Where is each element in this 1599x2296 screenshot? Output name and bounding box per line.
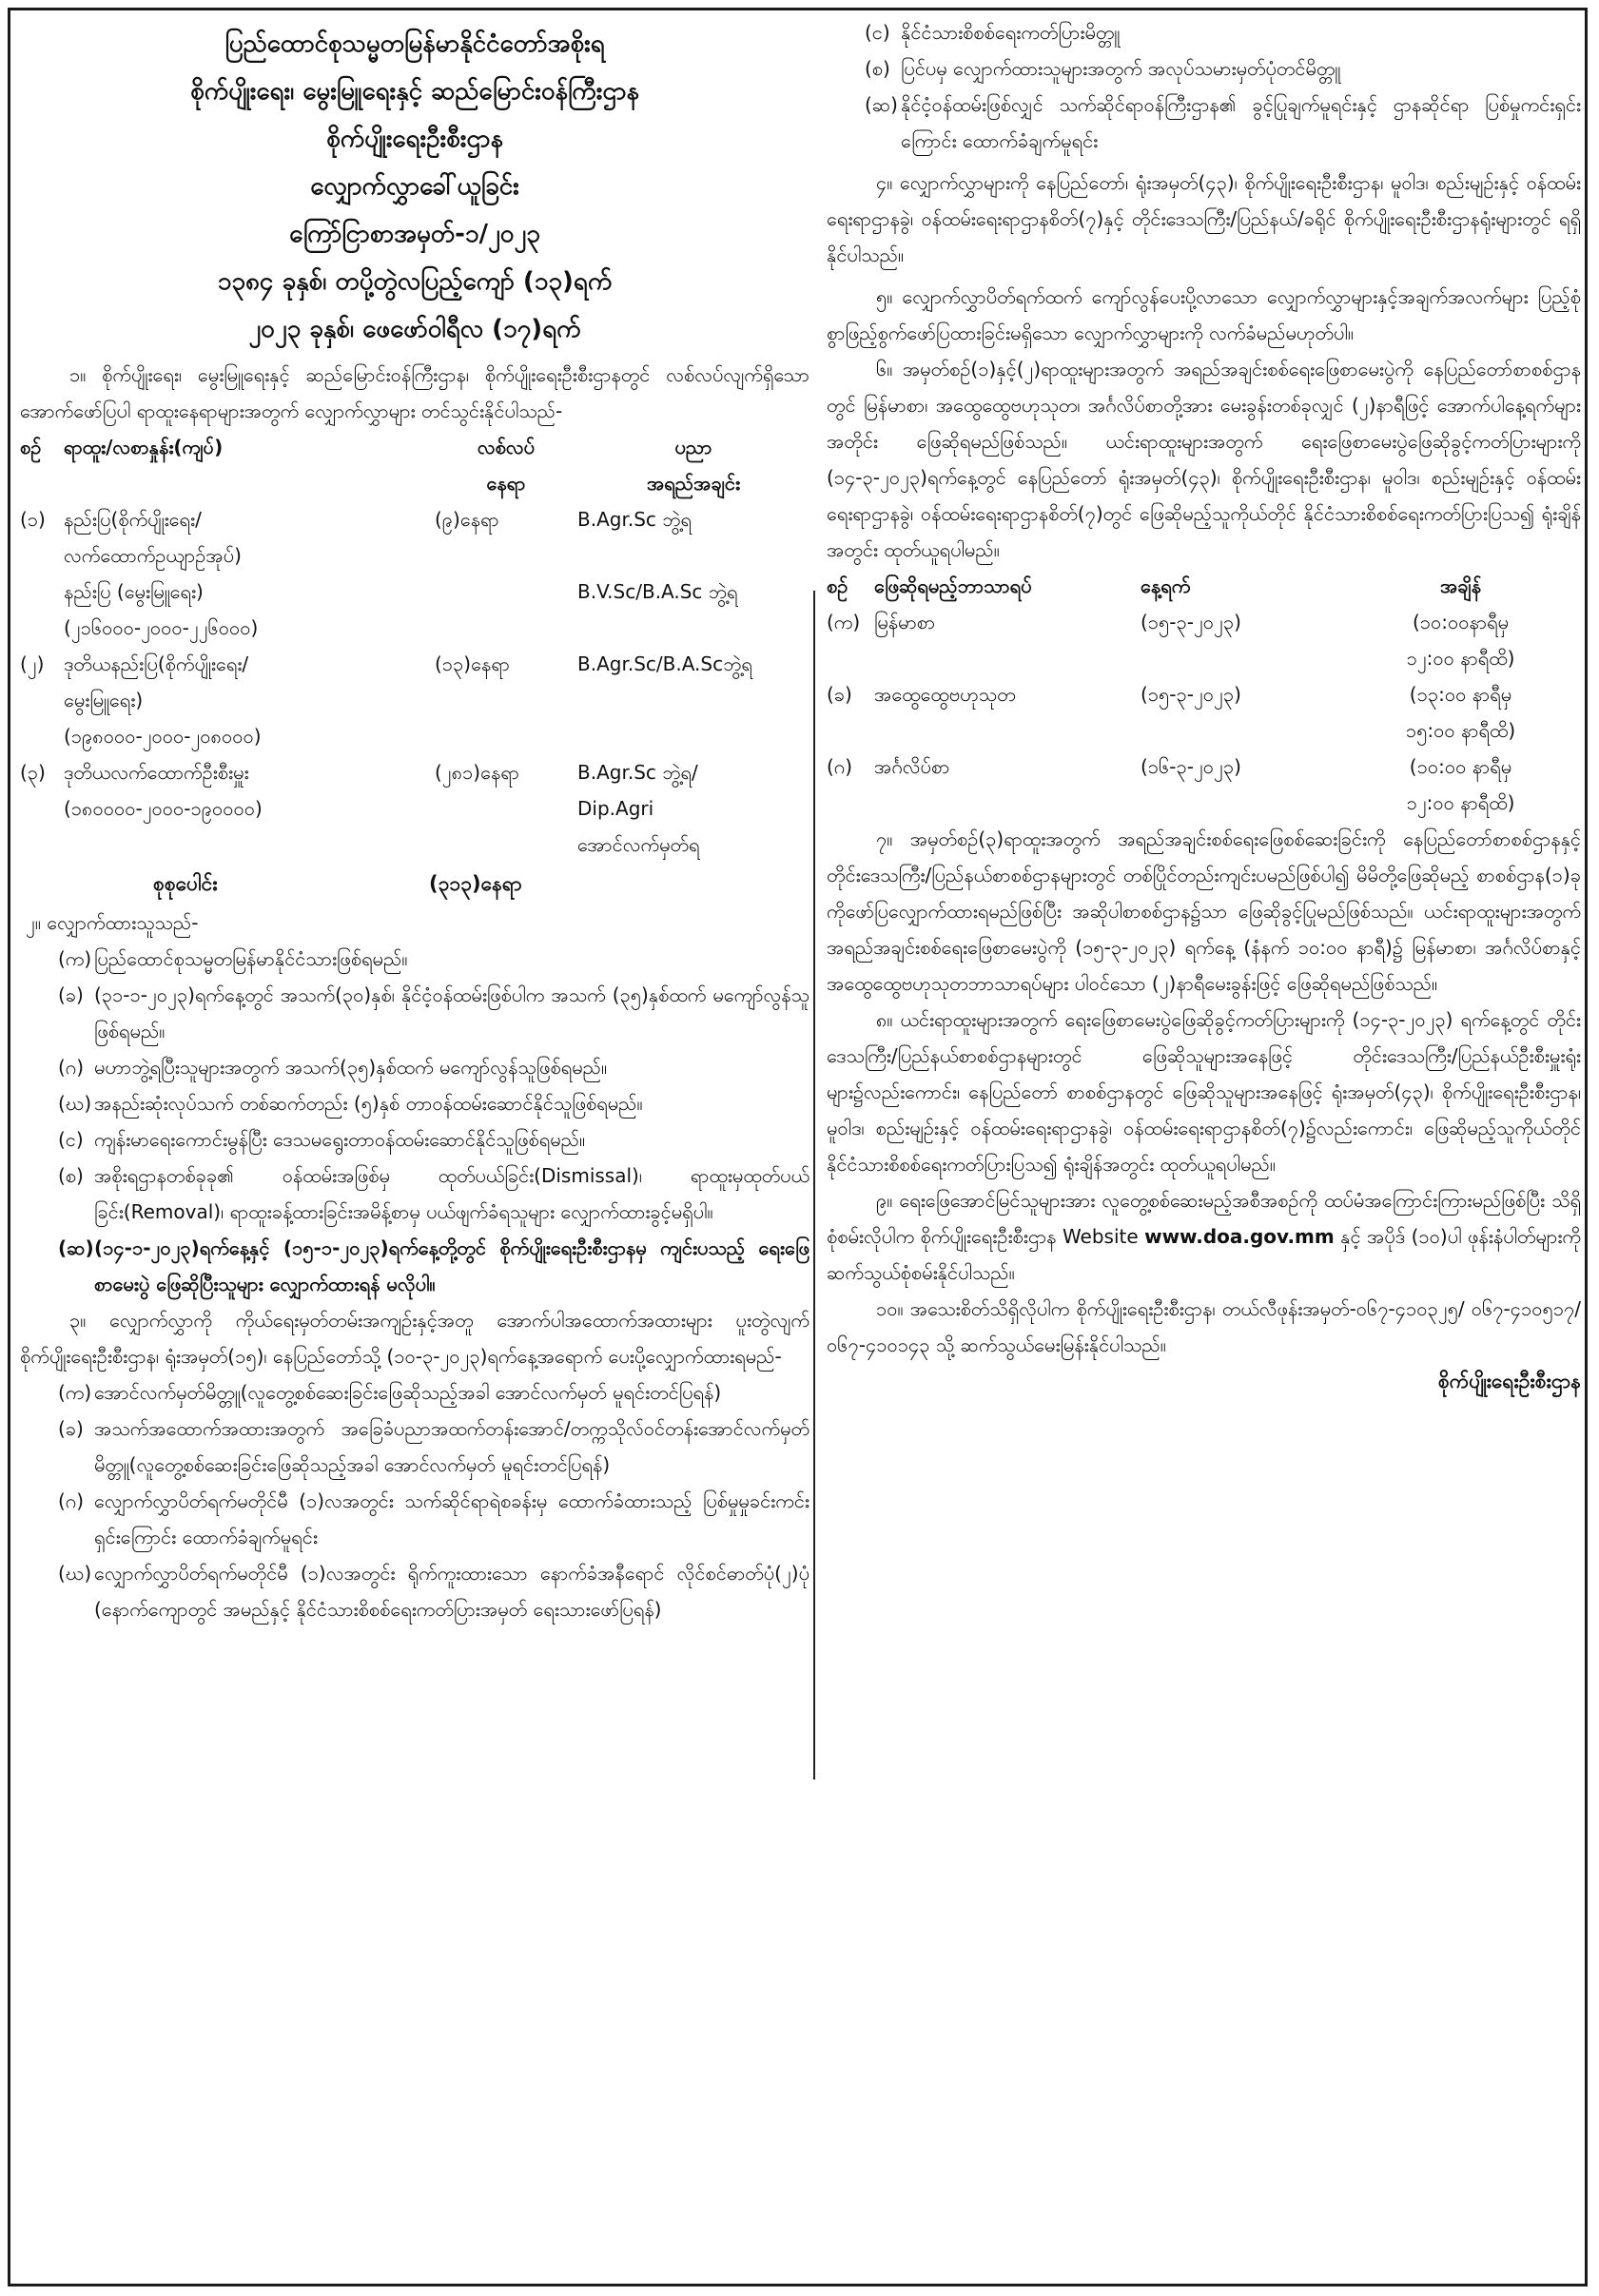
paragraph-4: ၄။ လျှောက်လွှာများကို နေပြည်တော်၊ ရုံးအမှတ်(၄၃)၊ စိုက်ပျိုးရေးဦးစီးဌာန၊ မူဝါဒ၊ စည်းမျဉ်းနှင့် ဝန်ထမ်းရေးရာဌာနခွဲ၊ ဝန်ထမ်းရေးရာဌာနစိတ်(၇)နှင့် တိုင်းဒေသကြီး/ပြည်နယ်/ခရိုင် စိုက်ပျိုးရေးဦးစီးဌာနရုံးများတွင် ရရှိနိုင်ပါသည်။	[827, 171, 1581, 266]
paragraph-8: ၈။ ယင်းရာထူးများအတွက် ရေးဖြေစာမေးပွဲဖြေဆိုခွင့်ကတ်ပြားများကို (၁၄-၃-၂၀၂၃) ရက်နေ့တွင် တိုင်းဒေသကြီး/ပြည်နယ်စာစစ်ဌာနများတွင် ဖြေဆိုသူများအနေဖြင့် တိုင်းဒေသကြီး/ပြည်နယ်ဦးစီးမှူးရုံးများ၌လည်းကောင်း၊ နေပြည်တော် စာစစ်ဌာနတွင် ဖြေဆိုသူများအနေဖြင့် ရုံးအမှတ်(၄၃)၊ စိုက်ပျိုးရေးဦးစီးဌာန၊ မူဝါဒ၊ စည်းမျဉ်းနှင့် ဝန်ထမ်းရေးရာဌာနခွဲ၊ ဝန်ထမ်းရေးရာဌာနစိတ်(၇)၌လည်းကောင်း၊ ဖြေဆိုမည့်သူကိုယ်တိုင် နိုင်ငံသားစိစစ်ရေးကတ်ပြားပြသ၍ ရုံးချိန်အတွင်း ထုတ်ယူရပါမည်။	[827, 1008, 1581, 1176]
list-item	[20, 1085, 809, 1121]
row-post: ဒုတိယလက်ထောက်ဦးစီးမှူး (၁၈၀၀၀၀-၂၀၀၀-၁၉၀၀၀၀)	[64, 761, 263, 820]
column-divider	[813, 591, 815, 1780]
item-text: အောင်လက်မှတ်မိတ္တူ(လူတွေ့စစ်ဆေးခြင်းဖြေဆိုသည့်အခါ အောင်လက်မှတ် မူရင်းတင်ပြရန်)	[94, 1381, 722, 1404]
section-2-title: ၂။ လျှောက်ထားသူသည်-	[26, 911, 199, 934]
row-date: (၁၅-၃-၂၀၂၃)	[1141, 611, 1241, 633]
row-no: (၁)	[20, 508, 46, 531]
table-row	[20, 501, 809, 574]
item-text: နိုင်ငံသားစိစစ်ရေးကတ်ပြားမိတ္တူ	[901, 21, 1121, 44]
total-label: စုစုပေါင်း	[153, 872, 218, 895]
row-time: (၁၀:၀၀ နာရီမှ ၁၂:၀၀ နာရီထိ)	[1406, 755, 1515, 814]
item-text: နိုင်ငံ့ဝန်ထမ်းဖြစ်လျှင် သက်ဆိုင်ရာဝန်ကြီးဌာန၏ ခွင့်ပြုချက်မူရင်းနှင့် ဌာနဆိုင်ရာ ပြစ်မှုကင်းရှင်းကြောင်း ထောက်ခံချက်မူရင်း	[901, 93, 1581, 152]
item-marker: (ဆ)	[58, 1236, 94, 1259]
section-3-list-right	[827, 14, 1581, 159]
table-row	[20, 574, 809, 646]
paragraph-5: ၅။ လျှောက်လွှာပိတ်ရက်ထက် ကျော်လွန်ပေးပို့လာသော လျှောက်လွှာများနှင့်အချက်အလက်များ ပြည့်စုံစွာဖြည့်စွက်ဖော်ပြထားခြင်းမရှိသော လျှောက်လွှာများကို လက်ခံမည်မဟုတ်ပါ။	[827, 285, 1581, 344]
row-qualification: B.V.Sc/B.A.Sc ဘွဲ့ရ	[577, 580, 738, 603]
list-item	[20, 1158, 809, 1230]
row-no: (၂)	[20, 652, 45, 675]
header	[20, 20, 809, 353]
schedule-body	[827, 604, 1581, 821]
list-item	[20, 1374, 809, 1411]
col-header-qualification: ပညာ အရည်အချင်း	[646, 436, 741, 495]
schedule-header	[827, 568, 1581, 604]
row-subject: အင်္ဂလိပ်စာ	[874, 755, 950, 778]
paragraph-9	[827, 1182, 1581, 1291]
row-time: (၁၀:၀၀နာရီမှ ၁၂:၀၀ နာရီထိ)	[1406, 611, 1515, 670]
item-marker: (ခ)	[58, 1417, 84, 1440]
vacancy-table-body	[20, 501, 809, 863]
sched-header-date: နေ့ရက်	[1141, 574, 1191, 597]
paragraph-1: ၁။ စိုက်ပျိုးရေး၊ မွေးမြူရေးနှင့် ဆည်မြောင်းဝန်ကြီးဌာန၊ စိုက်ပျိုးရေးဦးစီးဌာနတွင် လစ်လပ်လျက်ရှိသော အောက်ဖော်ပြပါ ရာထူးနေရာများအတွက် လျှောက်လွှာများ တင်သွင်းနိုင်ပါသည်-	[20, 363, 809, 422]
row-qualification: B.Agr.Sc ဘွဲ့ရ/ Dip.Agri အောင်လက်မှတ်ရ	[577, 761, 700, 856]
list-item	[827, 14, 1581, 50]
sched-header-time: အချိန်	[1439, 574, 1482, 597]
header-ministry: စိုက်ပျိုးရေး၊ မွေးမြူရေးနှင့် ဆည်မြောင်းဝန်ကြီးဌာန	[190, 77, 639, 106]
table-row	[827, 749, 1581, 821]
row-no: (၃)	[20, 761, 46, 784]
row-no: (က)	[827, 611, 861, 633]
item-marker: (က)	[58, 947, 92, 970]
row-vacancy: (၂၈၁)နေရာ	[435, 761, 520, 784]
paragraph-6: ၆။ အမှတ်စဉ်(၁)နှင့်(၂)ရာထူးများအတွက် အရည်အချင်းစစ်ရေးဖြေစာမေးပွဲကို နေပြည်တော်စာစစ်ဌာနတွင် မြန်မာစာ၊ အထွေထွေဗဟုသုတ၊ အင်္ဂလိပ်စာတို့အား မေးခွန်းတစ်ခုလျှင် (၂)နာရီဖြင့် အောက်ပါနေ့ရက်များအတိုင်း ဖြေဆိုရမည်ဖြစ်သည်။ ယင်းရာထူးများအတွက် ရေးဖြေစာမေးပွဲဖြေဆိုခွင့်ကတ်ပြားများကို (၁၄-၃-၂၀၂၃)ရက်နေ့တွင် နေပြည်တော် ရုံးအမှတ်(၄၃)၊ စိုက်ပျိုးရေးဦးစီးဌာန၊ မူဝါဒ၊ စည်းမျဉ်းနှင့် ဝန်ထမ်းရေးရာဌာနခွဲ၊ ဝန်ထမ်းရေးရာဌာနစိတ်(၇)တွင် ဖြေဆိုမည့်သူကိုယ်တိုင် နိုင်ငံသားစိစစ်ရေးကတ်ပြားပြသ၍ ရုံးချိန်အတွင်း ထုတ်ယူရပါမည်။	[827, 358, 1581, 561]
row-date: (၁၅-၃-၂၀၂၃)	[1141, 683, 1241, 706]
row-qualification: B.Agr.Sc/B.A.Scဘွဲ့ရ	[577, 652, 752, 675]
col-header-post: ရာထူး/လစာနှုန်း(ကျပ်)	[64, 436, 224, 458]
vacancy-total	[20, 863, 809, 905]
row-vacancy: (၉)နေရာ	[435, 508, 499, 531]
item-marker: (ခ)	[58, 983, 84, 1006]
row-subject: မြန်မာစာ	[874, 611, 936, 633]
item-marker: (ဆ)	[865, 93, 898, 116]
sched-header-subject: ဖြေဆိုရမည့်ဘာသာရပ်	[874, 574, 1032, 597]
sched-header-no: စဉ်	[827, 574, 848, 597]
section-3-list-left	[20, 1374, 809, 1627]
paragraph-10: ၁၀။ အသေးစိတ်သိရှိလိုပါက စိုက်ပျိုးရေးဦးစီးဌာန၊ တယ်လီဖုန်းအမှတ်-၀၆၇-၄၁၀၃၂၅/ ၀၆၇-၄၁၀၅၁၇/ ၀၆၇-၄၁၀၁၄၃ သို့ ဆက်သွယ်မေးမြန်းနိုင်ပါသည်။	[827, 1297, 1581, 1356]
header-myanmar-date: ၁၃၈၄ ခုနှစ်၊ တပို့တွဲလပြည့်ကျော် (၁၃)ရက်	[217, 267, 613, 296]
list-item	[20, 1555, 809, 1627]
header-notice-number: ကြော်ငြာစာအမှတ်-၁/၂၀၂၃	[289, 220, 540, 248]
row-qualification: B.Agr.Sc ဘွဲ့ရ	[577, 508, 692, 531]
row-post: နည်းပြ (မွေးမြူရေး) (၂၁၆၀၀၀-၂၀၀၀-၂၂၆၀၀၀)	[64, 580, 259, 639]
item-text: ပြင်ပမှ လျှောက်ထားသူများအတွက် အလုပ်သမားမှတ်ပုံတင်မိတ္တူ	[901, 57, 1341, 80]
item-text: ပြည်ထောင်စုသမ္မတမြန်မာနိုင်ငံသားဖြစ်ရမည်။	[94, 947, 408, 970]
item-text: လျှောက်လွှာပိတ်ရက်မတိုင်မီ (၁)လအတွင်း ရိုက်ကူးထားသော နောက်ခံအနီရောင် လိုင်စင်ဓာတ်ပုံ(၂)ပုံ (နောက်ကျောတွင် အမည်နှင့် နိုင်ငံသားစိစစ်ရေးကတ်ပြားအမှတ် ရေးသားဖော်ပြရန်)	[94, 1562, 809, 1621]
item-text: (၃၁-၁-၂၀၂၃)ရက်နေ့တွင် အသက်(၃၀)နှစ်၊ နိုင်ငံ့ဝန်ထမ်းဖြစ်ပါက အသက် (၃၅)နှစ်ထက် မကျော်လွန်သူ ဖြစ်ရမည်။	[94, 983, 809, 1042]
table-row	[20, 754, 809, 863]
item-marker: (က)	[58, 1381, 92, 1404]
item-marker: (ဂ)	[58, 1489, 85, 1512]
row-no	[20, 574, 64, 646]
header-department: စိုက်ပျိုးရေးဦးစီးဌာန	[326, 125, 503, 153]
item-text: အစိုးရဌာနတစ်ခုခု၏ ဝန်ထမ်းအဖြစ်မှ ထုတ်ပယ်ခြင်း(Dismissal)၊ ရာထူးမှထုတ်ပယ်ခြင်း(Removal)၊ ရာထူးခန့်ထားခြင်းအမိန့်စာမှ ပယ်ဖျက်ခံရသူများ လျှောက်ထားခွင့်မရှိပါ။	[94, 1164, 809, 1223]
paragraph-9-text: ၉။ ရေးဖြေအောင်မြင်သူများအား လူတွေ့စစ်ဆေးမည့်အစီအစဉ်ကို ထပ်မံအကြောင်းကြားမည်ဖြစ်ပြီး သိရှိစုံစမ်းလိုပါက စိုက်ပျိုးရေးဦးစီးဌာန Website	[827, 1189, 1581, 1248]
list-item	[20, 1230, 809, 1302]
paragraph-7: ၇။ အမှတ်စဉ်(၃)ရာထူးအတွက် အရည်အချင်းစစ်ရေးဖြေစစ်ဆေးခြင်းကို နေပြည်တော်စာစစ်ဌာနနှင့် တိုင်းဒေသကြီး/ပြည်နယ်စာစစ်ဌာနများတွင် တစ်ပြိုင်တည်းကျင်းပမည်ဖြစ်ပါ၍ မိမိတို့ဖြေဆိုမည့် စာစစ်ဌာန(၁)ခုကိုဖော်ပြလျှောက်ထားရမည်ဖြစ်ပြီး အဆိုပါစာစစ်ဌာန၌သာ ဖြေဆိုခွင့်ပြုမည်ဖြစ်သည်။ ယင်းရာထူးများအတွက် အရည်အချင်းစစ်ရေးဖြေစာမေးပွဲကို (၁၅-၃-၂၀၂၃) ရက်နေ့ (နံနက် ၁၀:၀၀ နာရီ)၌ မြန်မာစာ၊ အင်္ဂလိပ်စာနှင့် အထွေထွေဗဟုသုတဘာသာရပ်များ ပါဝင်သော (၂)နာရီမေးခွန်းဖြင့် ဖြေဆိုရမည်ဖြစ်သည်။	[827, 827, 1581, 995]
row-vacancy: (၁၃)နေရာ	[435, 652, 511, 675]
row-date: (၁၆-၃-၂၀၂၃)	[1141, 755, 1241, 778]
paragraph-9-text-end: နှင့် အပိုဒ် (၁၀)ပါ ဖုန်းနံပါတ်များကို ဆက်သွယ်စုံစမ်းနိုင်ပါသည်။	[827, 1225, 1581, 1284]
item-text: မဟာဘွဲ့ရပြီးသူများအတွက် အသက်(၃၅)နှစ်ထက် မကျော်လွန်သူဖြစ်ရမည်။	[94, 1056, 608, 1079]
item-marker: (င)	[865, 21, 890, 44]
list-item	[20, 977, 809, 1049]
total-value: (၃၁၃)နေရာ	[429, 872, 522, 895]
item-text: ကျန်းမာရေးကောင်းမွန်ပြီး ဒေသမရွေးတာဝန်ထမ်းဆောင်နိုင်သူဖြစ်ရမည်။	[94, 1128, 586, 1151]
list-item	[20, 1411, 809, 1483]
col-header-no: စဉ်	[20, 436, 42, 458]
table-row	[827, 604, 1581, 676]
item-marker: (စ)	[865, 57, 890, 80]
item-marker: (စ)	[58, 1164, 84, 1187]
left-column	[20, 20, 809, 1627]
row-subject: အထွေထွေဗဟုသုတ	[874, 683, 1016, 706]
notice-frame	[8, 8, 1588, 2286]
item-text: အသက်အထောက်အထားအတွက် အခြေခံပညာအထက်တန်းအောင်/တက္ကသိုလ်ဝင်တန်းအောင်လက်မှတ် မိတ္တူ(လူတွေ့စစ်ဆေးခြင်းဖြေဆိုသည့်အခါ အောင်လက်မှတ် မူရင်းတင်ပြရန်)	[94, 1417, 809, 1476]
list-item	[20, 1049, 809, 1085]
item-text: လျှောက်လွှာပိတ်ရက်မတိုင်မီ (၁)လအတွင်း သက်ဆိုင်ရာရဲစခန်းမှ ထောက်ခံထားသည့် ပြစ်မှုမှုခင်းကင်းရှင်းကြောင်း ထောက်ခံချက်မူရင်း	[94, 1489, 809, 1548]
signature: စိုက်ပျိုးရေးဦးစီးဌာန	[1437, 1370, 1581, 1392]
row-no: (ခ)	[827, 683, 852, 706]
table-row	[20, 646, 809, 754]
item-marker: (ဂ)	[58, 1056, 85, 1079]
header-government: ပြည်ထောင်စုသမ္မတမြန်မာနိုင်ငံတော်အစိုးရ	[224, 29, 605, 58]
row-post: နည်းပြ(စိုက်ပျိုးရေး/ လက်ထောက်ဥယျာဉ်အုပ်)	[64, 508, 242, 567]
list-item	[20, 941, 809, 977]
row-post: ဒုတိယနည်းပြ(စိုက်ပျိုးရေး/ မွေးမြူရေး) (၁၉၈၀၀၀-၂၀၀၀-၂၀၈၀၀၀)	[64, 652, 262, 748]
table-row	[827, 676, 1581, 749]
right-column	[827, 14, 1581, 1399]
vacancy-table-header	[20, 429, 809, 501]
item-marker: (ဃ)	[58, 1092, 92, 1115]
item-marker: (ဃ)	[58, 1562, 92, 1585]
row-time: (၁၃:၀၀ နာရီမှ ၁၅:၀၀ နာရီထိ)	[1405, 683, 1516, 742]
list-item	[827, 87, 1581, 159]
col-header-vacancy: လစ်လပ် နေရာ	[477, 436, 536, 495]
item-text: အနည်းဆုံးလုပ်သက် တစ်ဆက်တည်း (၅)နှစ် တာဝန်ထမ်းဆောင်နိုင်သူဖြစ်ရမည်။	[94, 1092, 643, 1115]
row-no: (ဂ)	[827, 755, 853, 778]
item-marker: (င)	[58, 1128, 84, 1151]
item-text: (၁၄-၁-၂၀၂၃)ရက်နေ့နှင့် (၁၅-၁-၂၀၂၃)ရက်နေ့တို့တွင် စိုက်ပျိုးရေးဦးစီးဌာနမှ ကျင်းပသည့် ရေးဖြေစာမေးပွဲ ဖြေဆိုပြီးသူများ လျှောက်ထားရန် မလိုပါ။	[94, 1236, 809, 1295]
header-gregorian-date: ၂၀၂၃ ခုနှစ်၊ ဖေဖော်ဝါရီလ (၁၇)ရက်	[248, 315, 581, 343]
section-3-intro: ၃။ လျှောက်လွှာကို ကိုယ်ရေးမှတ်တမ်းအကျဉ်းနှင့်အတူ အောက်ပါအထောက်အထားများ ပူးတွဲလျက် စိုက်ပျိုးရေးဦးစီးဌာန၊ ရုံးအမှတ်(၁၅)၊ နေပြည်တော်သို့ (၁၀-၃-၂၀၂၃)ရက်နေ့အရောက် ပေးပို့လျှောက်ထားရမည်-	[20, 1309, 809, 1368]
list-item	[20, 1483, 809, 1555]
website-link[interactable]: www.doa.gov.mm	[1144, 1225, 1335, 1248]
header-subject: လျှောက်လွှာခေါ်ယူခြင်း	[310, 172, 519, 201]
section-2-list	[20, 941, 809, 1302]
list-item	[827, 50, 1581, 87]
row-vacancy	[435, 574, 577, 646]
list-item	[20, 1121, 809, 1158]
